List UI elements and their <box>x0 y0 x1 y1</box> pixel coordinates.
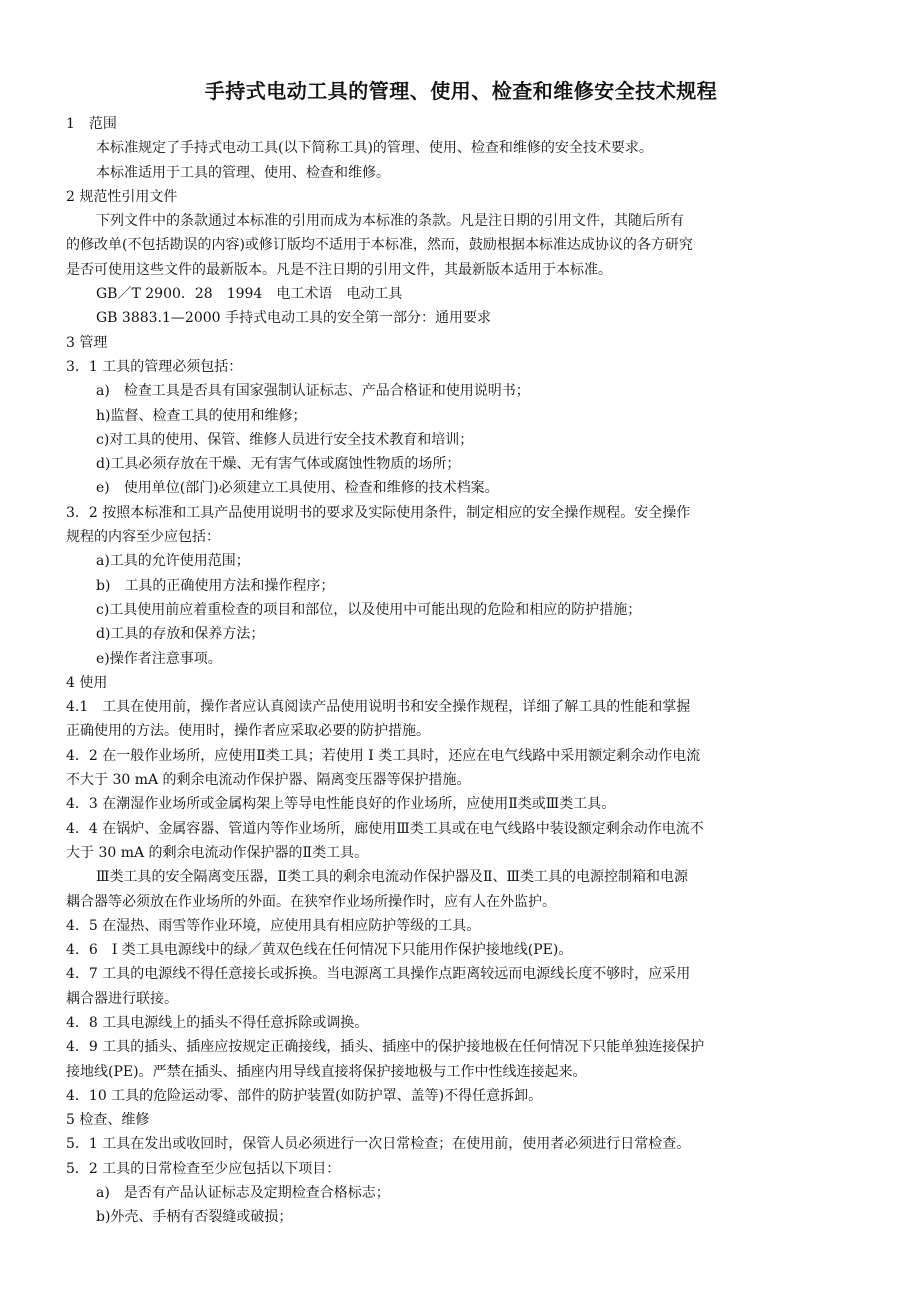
text-line: h)监督、检查工具的使用和维修； <box>96 407 307 424</box>
text-line: 5 检查、维修 <box>66 1112 150 1129</box>
text-line: 的修改单(不包括勘误的内容)或修订版均不适用于本标准，然而，鼓励根据本标准达成协议的各方研究 <box>66 237 693 254</box>
text-line: d)工具的存放和保养方法； <box>96 626 265 643</box>
text-line: b)外壳、手柄有否裂缝或破损； <box>96 1209 293 1226</box>
text-line: c)对工具的使用、保管、维修人员进行安全技术教育和培训； <box>96 431 474 448</box>
text-line: 本标准规定了手持式电动工具(以下简称工具)的管理、使用、检查和维修的安全技术要求。 <box>96 140 653 157</box>
text-line: 4 使用 <box>66 674 108 691</box>
text-line: a) 是否有产品认证标志及定期检查合格标志； <box>96 1185 390 1202</box>
text-line: e)操作者注意事项。 <box>96 650 222 667</box>
text-line: 4．2 在一般作业场所，应使用Ⅱ类工具；若使用 I 类工具时，还应在电气线路中采用额定剩余动作电流 <box>66 747 701 764</box>
text-line: d)工具必须存放在干燥、无有害气体或腐蚀性物质的场所； <box>96 456 461 473</box>
document-title: 手持式电动工具的管理、使用、检查和维修安全技术规程 <box>204 79 718 103</box>
text-line: GB 3883.1—2000 手持式电动工具的安全第一部分：通用要求 <box>96 310 491 327</box>
text-line: 大于 30 mA 的剩余电流动作保护器的Ⅱ类工具。 <box>66 844 369 861</box>
text-line: c)工具使用前应着重检查的项目和部位，以及使用中可能出现的危险和相应的防护措施； <box>96 601 642 618</box>
text-line: 规程的内容至少应包括： <box>66 529 220 546</box>
document-page <box>66 76 806 1230</box>
text-line: Ⅲ类工具的安全隔离变压器，Ⅱ类工具的剩余电流动作保护器及Ⅱ、Ⅲ类工具的电源控制箱和电源 <box>96 869 689 886</box>
text-line: 耦合器等必须放在作业场所的外面。在狭窄作业场所操作时，应有人在外监护。 <box>66 893 556 910</box>
text-line: 4．6 I 类工具电源线中的绿／黄双色线在任何情况下只能用作保护接地线(PE)。 <box>66 942 573 959</box>
text-line: 不大于 30 mA 的剩余电流动作保护器、隔离变压器等保护措施。 <box>66 772 471 789</box>
text-line: 本标准适用于工具的管理、使用、检查和维修。 <box>96 164 390 181</box>
text-line: a) 检查工具是否具有国家强制认证标志、产品合格证和使用说明书； <box>96 383 530 400</box>
text-line: 3．1 工具的管理必须包括： <box>66 358 243 375</box>
text-line: b) 工具的正确使用方法和操作程序； <box>96 577 335 594</box>
text-line: 4．10 工具的危险运动零、部件的防护装置(如防护罩、盖等)不得任意拆卸。 <box>66 1087 543 1104</box>
text-line: e) 使用单位(部门)必须建立工具使用、检查和维修的技术档案。 <box>96 480 499 497</box>
text-line: 5．2 工具的日常检查至少应包括以下项目： <box>66 1160 341 1177</box>
text-line: 4．5 在湿热、雨雪等作业环境，应使用具有相应防护等级的工具。 <box>66 917 481 934</box>
text-line: 是否可使用这些文件的最新版本。凡是不注日期的引用文件，其最新版本适用于本标准。 <box>66 261 612 278</box>
text-line: 4．7 工具的电源线不得任意接长或拆换。当电源离工具操作点距离较远而电源线长度不够时，应采用 <box>66 966 691 983</box>
text-line: 2 规范性引用文件 <box>66 188 178 205</box>
text-line: 耦合器进行联接。 <box>66 990 178 1007</box>
document-body <box>66 112 806 1230</box>
text-line: 4．8 工具电源线上的插头不得任意拆除或调换。 <box>66 1014 369 1031</box>
text-line: 接地线(PE)。严禁在插头、插座内用导线直接将保护接地极与工作中性线连接起来。 <box>66 1063 587 1080</box>
text-line: a)工具的允许使用范围； <box>96 553 250 570</box>
text-line: 正确使用的方法。使用时，操作者应采取必要的防护措施。 <box>66 723 430 740</box>
text-line: 下列文件中的条款通过本标准的引用而成为本标准的条款。凡是注日期的引用文件，其随后所有 <box>96 213 684 230</box>
text-line: 3 管理 <box>66 334 108 351</box>
text-line: 4.1 工具在使用前，操作者应认真阅读产品使用说明书和安全操作规程，详细了解工具的性能和掌握 <box>66 699 691 716</box>
text-line: 4．3 在潮湿作业场所或金属构架上等导电性能良好的作业场所，应使用Ⅱ类或Ⅲ类工具。 <box>66 796 616 813</box>
text-line: 5．1 工具在发出或收回时，保管人员必须进行一次日常检查；在使用前，使用者必须进行日常检查。 <box>66 1136 691 1153</box>
text-line: 3．2 按照本标准和工具产品使用说明书的要求及实际使用条件，制定相应的安全操作规程。安全操作 <box>66 504 691 521</box>
text-line: 4．4 在锅炉、金属容器、管道内等作业场所，廊使用Ⅲ类工具或在电气线路中装设额定剩余动作电流不 <box>66 820 704 837</box>
text-line: 1 范围 <box>66 116 117 132</box>
text-line: GB／T 2900．28 1994 电工术语 电动工具 <box>96 286 403 303</box>
text-line: 4．9 工具的插头、插座应按规定正确接线，插头、插座中的保护接地极在任何情况下只能单独连接保护 <box>66 1039 705 1056</box>
